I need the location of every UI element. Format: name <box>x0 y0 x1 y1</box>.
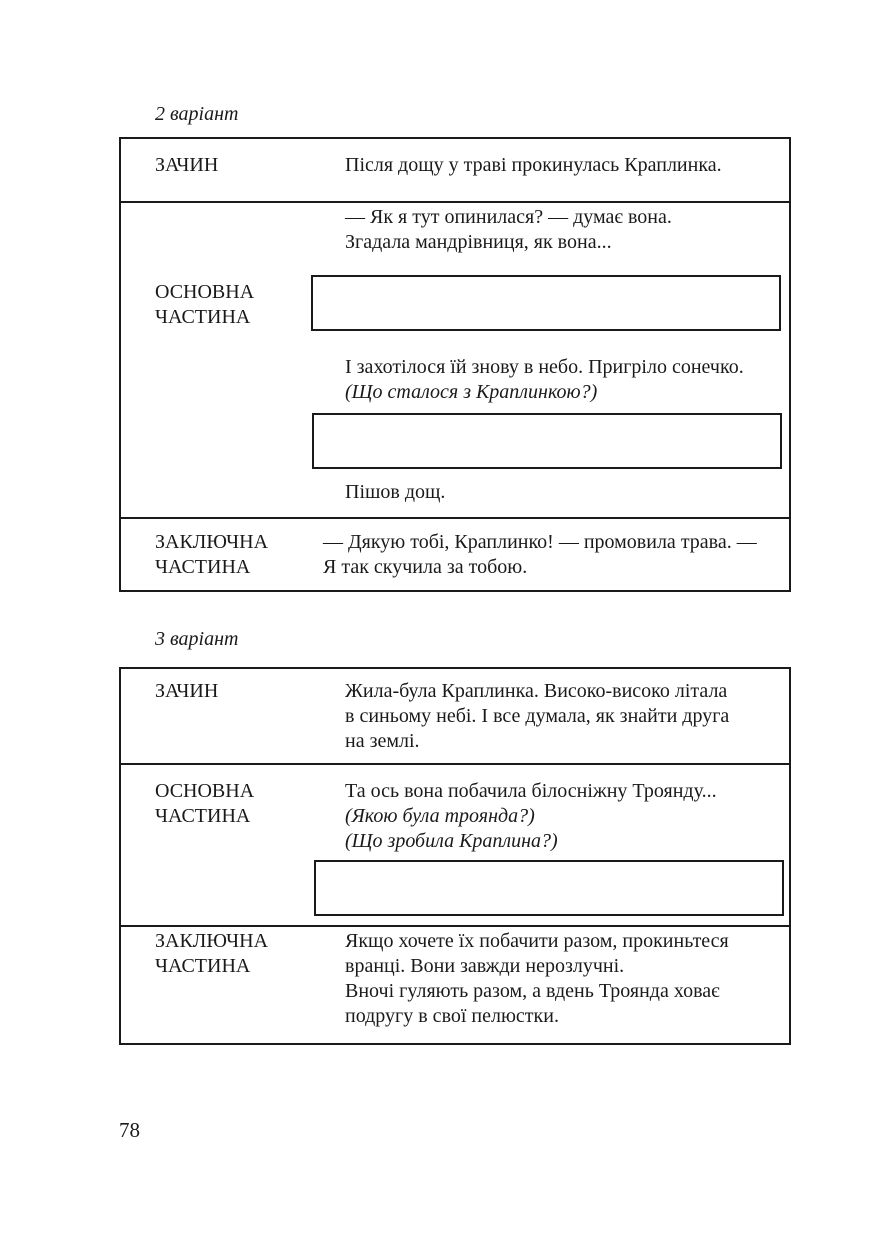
text-line: Жила-була Краплинка. Високо-високо літала <box>345 680 728 702</box>
main-label-line: ЧАСТИНА <box>155 306 251 328</box>
main-label <box>155 779 254 829</box>
ending-label-line: ЧАСТИНА <box>155 955 251 977</box>
ending-label-line: ЗАКЛЮЧНА <box>155 531 269 553</box>
text-line: — Як я тут опинилася? — думає вона. <box>345 206 672 228</box>
text-line: Якщо хочете їх побачити разом, прокиньтеся <box>345 930 729 952</box>
text-line: І захотілося їй знову в небо. Пригріло сонечко. <box>345 356 744 378</box>
main-label-line: ОСНОВНА <box>155 281 255 303</box>
text-line: подругу в свої пелюстки. <box>345 1005 559 1027</box>
ending-label <box>155 929 268 979</box>
ending-label-line: ЗАКЛЮЧНА <box>155 930 269 952</box>
question-text: (Що сталося з Краплинкою?) <box>345 381 598 403</box>
intro-row <box>121 139 789 201</box>
variant-3-plan-table <box>119 667 791 1045</box>
intro-text: Після дощу у траві прокинулась Краплинка. <box>345 154 722 176</box>
intro-label: ЗАЧИН <box>155 680 219 702</box>
main-row <box>121 763 789 925</box>
intro-row <box>121 669 789 763</box>
main-label <box>155 280 254 330</box>
intro-label: ЗАЧИН <box>155 154 219 176</box>
text-line: на землі. <box>345 730 420 752</box>
main-row <box>121 201 789 517</box>
variant-3-title: 3 варіант <box>155 628 239 650</box>
ending-label-line: ЧАСТИНА <box>155 556 251 578</box>
text-line: Вночі гуляють разом, а вдень Троянда ховає <box>345 980 720 1002</box>
answer-blank-box-3[interactable] <box>314 860 784 916</box>
text-line: Та ось вона побачила білосніжну Троянду... <box>345 780 717 802</box>
ending-row <box>121 517 789 590</box>
variant-2-plan-table <box>119 137 791 592</box>
question-text: (Що зробила Краплина?) <box>345 830 558 852</box>
main-text-middle <box>345 355 783 405</box>
ending-label <box>155 530 268 580</box>
text-line: в синьому небі. І все думала, як знайти друга <box>345 705 730 727</box>
main-label-line: ЧАСТИНА <box>155 805 251 827</box>
main-text-bottom: Пішов дощ. <box>345 481 446 503</box>
main-label-line: ОСНОВНА <box>155 780 255 802</box>
ending-text <box>323 530 783 580</box>
text-line: вранці. Вони завжди нерозлучні. <box>345 955 625 977</box>
answer-blank-box-2[interactable] <box>312 413 782 469</box>
text-line: Згадала мандрівниця, як вона... <box>345 231 612 253</box>
main-text-top <box>345 205 783 255</box>
question-text: (Якою була троянда?) <box>345 805 535 827</box>
answer-blank-box-1[interactable] <box>311 275 781 331</box>
ending-text <box>345 929 783 1029</box>
text-line: Я так скучила за тобою. <box>323 556 528 578</box>
page-number: 78 <box>119 1118 140 1142</box>
ending-row <box>121 925 789 1043</box>
text-line: — Дякую тобі, Краплинко! — промовила трава. — <box>323 531 757 553</box>
intro-text <box>345 679 783 754</box>
variant-2-title: 2 варіант <box>155 103 239 125</box>
main-text <box>345 779 783 854</box>
